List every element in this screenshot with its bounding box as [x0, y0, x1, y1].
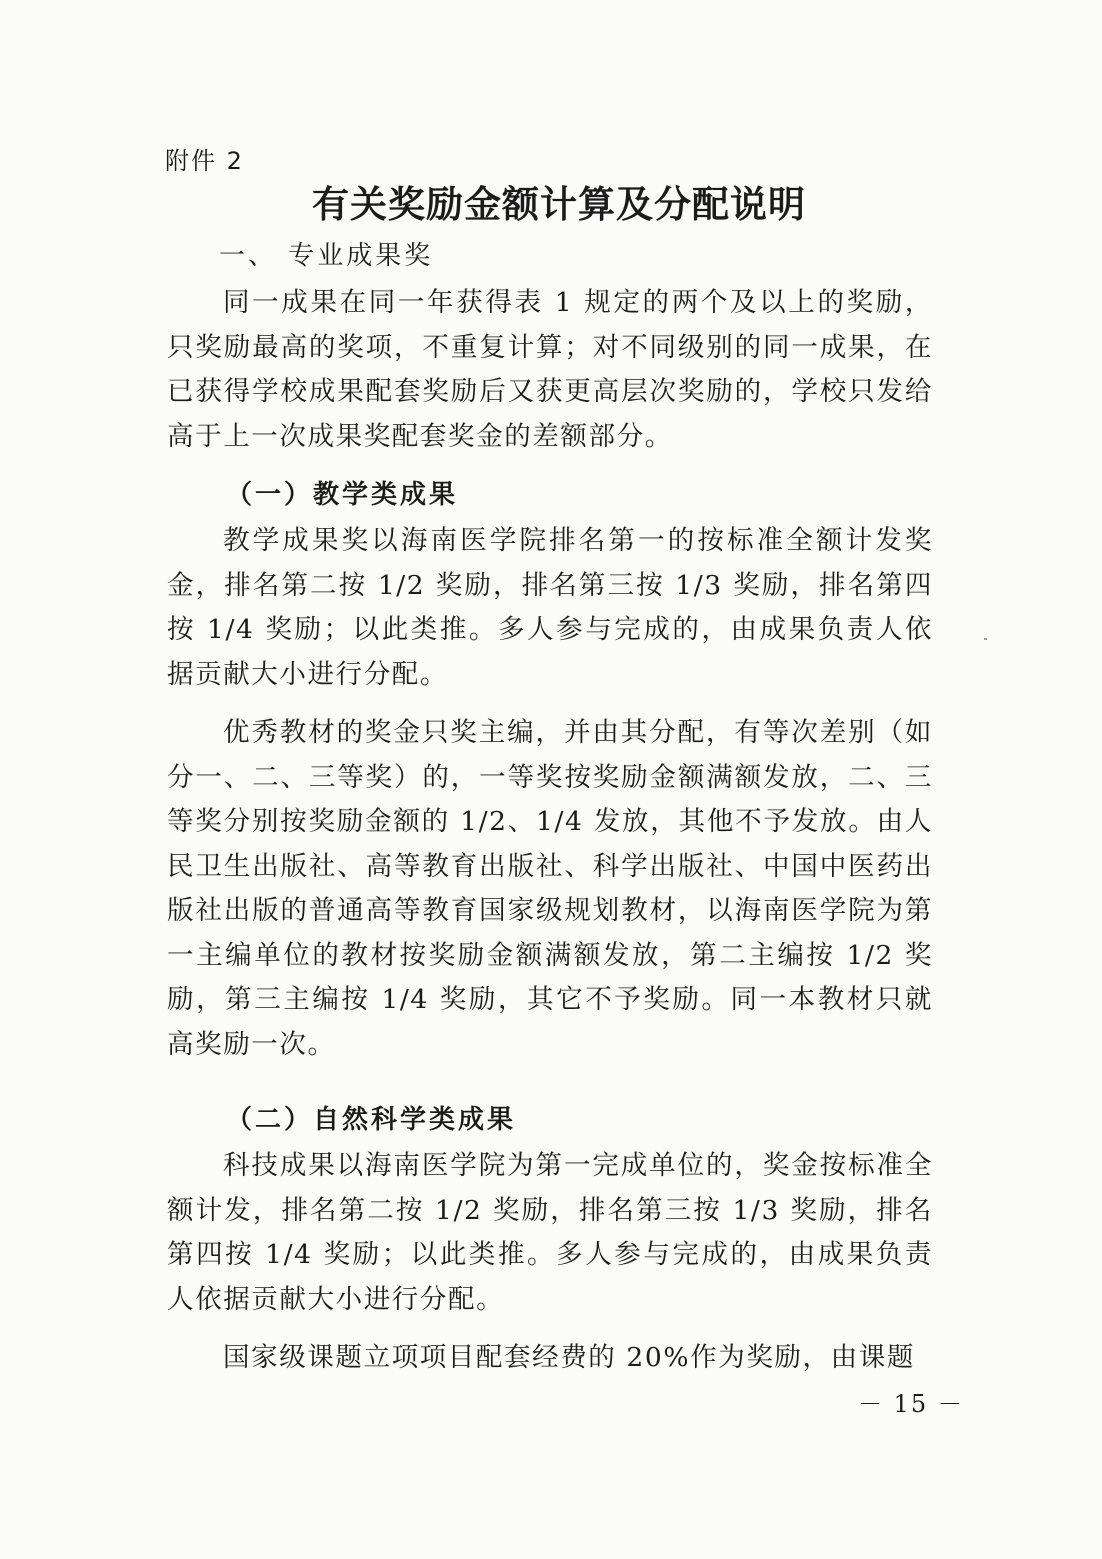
science-paragraph-1: 科技成果以海南医学院为第一完成单位的，奖金按标准全额计发，排名第二按 1/2 奖励，排名第三按 1/3 奖励，排名第四按 1/4 奖励；以此类推。多人参与完成的，由成果负责人依据贡献大小进行分配。	[167, 1150, 933, 1315]
scan-speck	[984, 638, 987, 640]
teaching-paragraph-2: 优秀教材的奖金只奖主编，并由其分配，有等次差别（如分一、二、三等奖）的，一等奖按奖励金额满额发放，二、三等奖分别按奖励金额的 1/2、1/4 发放，其他不予发放。由人民卫生出版社、高等教育出版社、科学出版社、中国中医药出版社出版的普通高等教育国家级规划教材，以海南医学院为第一主编单位的教材按奖励金额满额发放，第二主编按 1/2 奖励，第三主编按 1/4 奖励，其它不予奖励。同一本教材只就高奖励一次。	[167, 717, 933, 1060]
section-heading-professional-awards: 一、 专业成果奖	[219, 241, 434, 271]
teaching-paragraph-1: 教学成果奖以海南医学院排名第一的按标准全额计发奖金，排名第二按 1/2 奖励，排名第三按 1/3 奖励，排名第四按 1/4 奖励；以此类推。多人参与完成的，由成果负责人依据贡献大小进行分配。	[167, 525, 933, 690]
science-paragraph-2: 国家级课题立项项目配套经费的 20%作为奖励，由课题	[223, 1342, 915, 1373]
subsection-heading-teaching: （一）教学类成果	[226, 480, 459, 510]
page-number: － 15 －	[858, 1390, 964, 1418]
intro-paragraph: 同一成果在同一年获得表 1 规定的两个及以上的奖励，只奖励最高的奖项，不重复计算；对不同级别的同一成果，在已获得学校成果配套奖励后又获更高层次奖励的，学校只发给高于上一次成果奖配套奖金的差额部分。	[167, 287, 933, 452]
attachment-label: 附件 2	[165, 147, 244, 175]
document-title: 有关奖励金额计算及分配说明	[312, 182, 806, 226]
subsection-heading-natural-science: （二）自然科学类成果	[226, 1105, 517, 1135]
